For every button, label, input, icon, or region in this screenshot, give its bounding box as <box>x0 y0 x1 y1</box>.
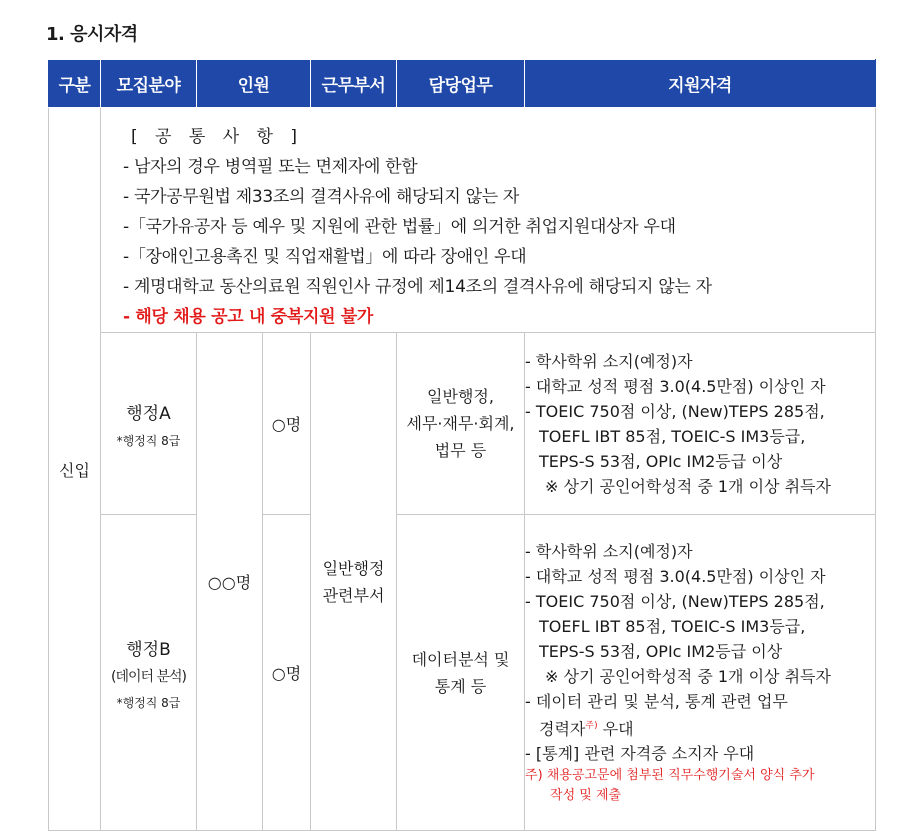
common-title: [ 공 통 사 항 ] <box>131 127 303 147</box>
grade-label: *행정직 8급 <box>116 695 181 710</box>
table-row <box>49 333 876 515</box>
qualification-line: - 대학교 성적 평점 3.0(4.5만점) 이상인 자 <box>525 376 826 396</box>
qualification-cell <box>525 333 876 515</box>
qualification-line: TOEFL IBT 85점, TOEIC-S IM3등급, <box>539 616 806 636</box>
total-headcount-cell: ○○명 <box>197 333 263 831</box>
qualification-text: 경력자 <box>539 719 586 739</box>
common-item: -「장애인고용촉진 및 직업재활법」에 따라 장애인 우대 <box>123 247 527 267</box>
field-name: 행정A <box>126 403 171 424</box>
qualification-cell <box>525 515 876 831</box>
header-department: 근무부서 <box>311 60 397 108</box>
table-row <box>49 108 876 333</box>
grade-label: *행정직 8급 <box>116 433 181 448</box>
duty-line: 데이터분석 및 <box>411 649 510 669</box>
duty-line: 법무 등 <box>434 441 487 460</box>
common-requirements <box>101 108 876 333</box>
headcount-cell: ○명 <box>263 515 311 831</box>
qualification-line: - 대학교 성적 평점 3.0(4.5만점) 이상인 자 <box>525 566 826 586</box>
qualification-line: ※ 상기 공인어학성적 중 1개 이상 취득자 <box>545 476 831 496</box>
table-header-row <box>49 60 876 108</box>
section-heading: 1. 응시자격 <box>46 24 138 45</box>
qualification-line: - TOEIC 750점 이상, (New)TEPS 285점, <box>525 591 825 611</box>
duty-line: 세무·재무·회계, <box>406 414 515 433</box>
qualification-line: ※ 상기 공인어학성적 중 1개 이상 취득자 <box>545 666 831 686</box>
qualification-line: TEPS-S 53점, OPIc IM2등급 이상 <box>539 641 783 661</box>
qualification-line: TEPS-S 53점, OPIc IM2등급 이상 <box>539 451 783 471</box>
duty-cell <box>397 515 525 831</box>
footnote-line: 주) 채용공고문에 첨부된 직무수행기술서 양식 추가 <box>525 768 815 784</box>
qualification-line: - TOEIC 750점 이상, (New)TEPS 285점, <box>525 401 825 421</box>
common-item: - 남자의 경우 병역필 또는 면제자에 한함 <box>123 157 418 177</box>
field-cell <box>101 333 197 515</box>
category-cell: 신입 <box>49 108 101 831</box>
department-line: 일반행정 <box>322 558 385 578</box>
header-qualification: 지원자격 <box>525 60 876 108</box>
duty-cell <box>397 333 525 515</box>
field-subtitle: (데이터 분석) <box>111 668 186 685</box>
footnote-line: 작성 및 제출 <box>550 788 622 804</box>
qualification-line <box>525 714 875 741</box>
eligibility-table <box>48 59 876 831</box>
header-field: 모집분야 <box>101 60 197 108</box>
qualification-line: - [통계] 관련 자격증 소지자 우대 <box>525 744 755 764</box>
qualification-line: - 데이터 관리 및 분석, 통계 관련 업무 <box>525 691 788 711</box>
duty-line: 통계 등 <box>434 676 487 696</box>
table-row <box>49 515 876 831</box>
qualification-text: 우대 <box>602 719 634 739</box>
qualification-line: - 학사학위 소지(예정)자 <box>525 351 693 371</box>
header-category: 구분 <box>49 60 101 108</box>
headcount-cell: ○명 <box>263 333 311 515</box>
note-mark: 주) <box>585 720 598 731</box>
department-cell <box>311 333 397 831</box>
field-name: 행정B <box>126 639 171 660</box>
qualification-line: - 학사학위 소지(예정)자 <box>525 541 693 561</box>
common-item: - 국가공무원법 제33조의 결격사유에 해당되지 않는 자 <box>123 187 520 207</box>
qualification-line: TOEFL IBT 85점, TOEIC-S IM3등급, <box>539 426 806 446</box>
department-line: 관련부서 <box>322 585 385 605</box>
header-duty: 담당업무 <box>397 60 525 108</box>
duty-line: 일반행정, <box>427 387 494 406</box>
field-cell <box>101 515 197 831</box>
header-headcount: 인원 <box>197 60 311 108</box>
duplicate-warning: - 해당 채용 공고 내 중복지원 불가 <box>123 307 374 327</box>
common-item: - 계명대학교 동산의료원 직원인사 규정에 제14조의 결격사유에 해당되지 않는 자 <box>123 277 712 297</box>
common-item: -「국가유공자 등 예우 및 지원에 관한 법률」에 의거한 취업지원대상자 우대 <box>123 217 676 237</box>
